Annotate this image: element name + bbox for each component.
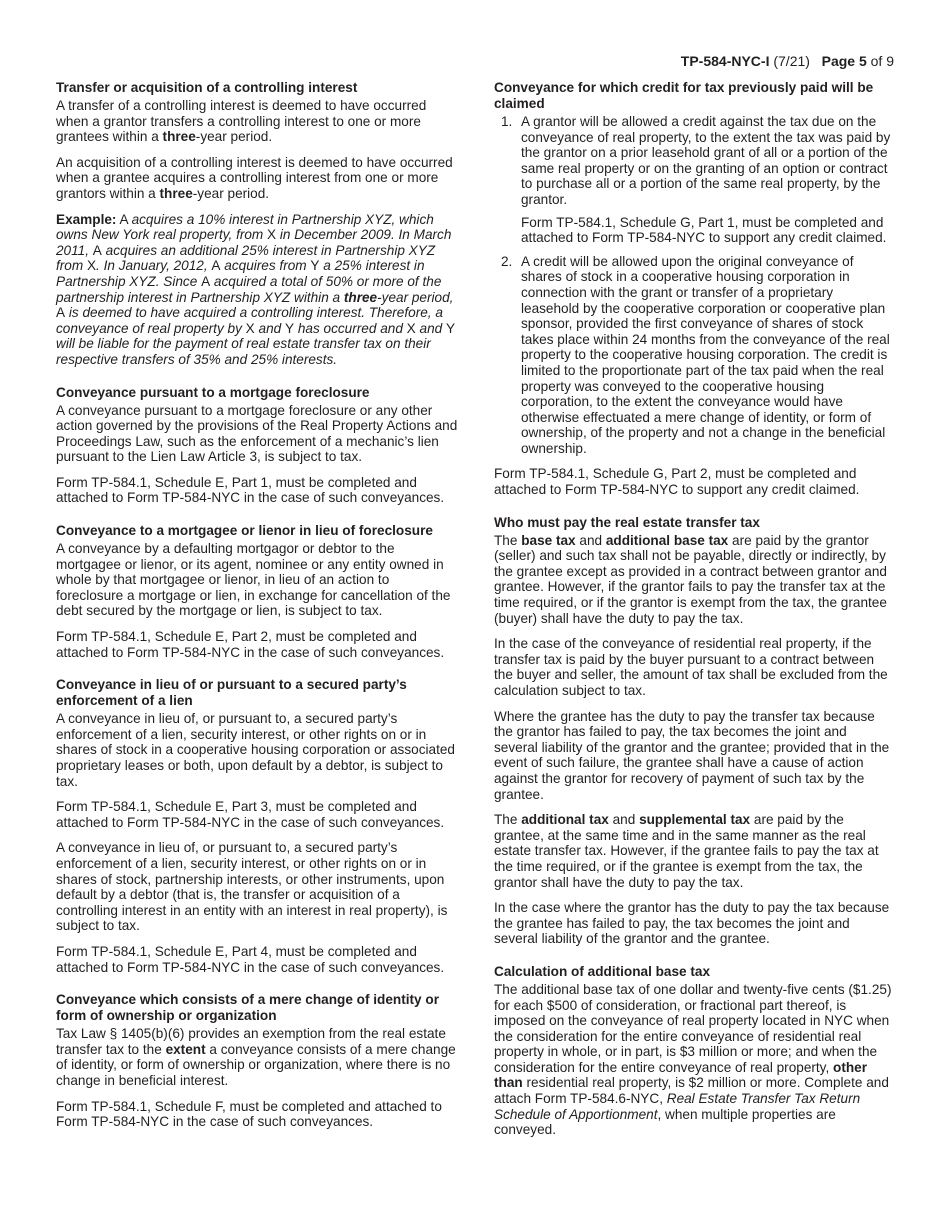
list-number: 1. [501,114,513,129]
paragraph: A grantor will be allowed a credit against the tax due on the conveyance of real property, to the extent the tax was paid by the grantor on a prior leasehold grant of all or a portion of the same real property or on the granting of an option or contract to purchase all or a portion of the same real property, by the grantor. [521,114,891,207]
list-item [494,114,894,246]
paragraph: A conveyance pursuant to a mortgage foreclosure or any other action governed by the provisions of the Real Property Actions and Proceedings Law, such as the enforcement of a mechanic’s lien pursuant to the Lien Law Article 3, is subject to tax. [56,402,458,465]
section-title: Conveyance for which credit for tax previously paid will be claimed [494,80,874,111]
right-column [494,80,894,1148]
paragraph: The base tax and additional base tax are paid by the grantor (seller) and such tax shall not be payable, directly or indirectly, by the grantee except as provided in a contract between grantor and grantee. However, if the grantor fails to pay the transfer tax at the time required, or if the grantor is exempt from the tax, the grantee (buyer) shall have the duty to pay the tax. [494,532,887,626]
page-label: Page 5 [821,53,867,69]
paragraph: The additional tax and supplemental tax are paid by the grantee, at the same time and in the same manner as the real estate transfer tax. However, if the grantee fails to pay the tax at the time required, or if the grantee is exempt from the tax, the grantor shall have the duty to pay the tax. [494,812,879,890]
paragraph: Form TP-584.1, Schedule G, Part 1, must be completed and attached to Form TP-584-NYC to support any credit claimed. [521,214,887,246]
paragraph: A conveyance by a defaulting mortgagor or debtor to the mortgagee or lienor, or its agent, nominee or any entity owned in whole by that mortgagee or lienor, in lieu of an action to foreclosure a mortgage or lien, in exchange for cancellation of the debt secured by the mortgage or lien, is subject to tax. [56,541,451,619]
form-id: TP-584-NYC-I [680,53,770,69]
numbered-list [494,114,894,456]
paragraph: A transfer of a controlling interest is deemed to have occurred when a grantor transfers a controlling interest to one or more grantees within a three-year period. [56,98,427,145]
section-title: Conveyance in lieu of or pursuant to a secured party’s enforcement of a lien [56,677,407,709]
paragraph: A conveyance in lieu of, or pursuant to, a secured party’s enforcement of a lien, security interest, or other rights on or in shares of stock, partnership interests, or other instruments, upon default by a debtor (that is, the transfer or acquisition of a controlling interest in an entity with an interest in real property), is subject to tax. [56,840,448,934]
paragraph: A conveyance in lieu of, or pursuant to, a secured party’s enforcement of a lien, security interest, or other rights on or in shares of stock in a cooperative housing corporation or associated proprietary leases or both, upon default by a debtor, is subject to tax. [56,711,455,789]
section-title: Transfer or acquisition of a controlling interest [56,80,358,95]
section-lieu-of-foreclosure [56,523,460,660]
page-of: of 9 [870,53,894,69]
paragraph: Form TP-584.1, Schedule E, Part 3, must be completed and attached to Form TP-584-NYC in the case of such conveyances. [56,799,445,830]
paragraph: Form TP-584.1, Schedule E, Part 2, must be completed and attached to Form TP-584-NYC in the case of such conveyances. [56,629,445,660]
section-title: Conveyance which consists of a mere change of identity or form of ownership or organization [56,992,439,1024]
section-controlling-interest [56,80,460,368]
left-column [56,80,460,1140]
paragraph: In the case of the conveyance of residential real property, if the transfer tax is paid by the buyer pursuant to a contract between the buyer and seller, the amount of tax shall be excluded from the calculation subject to tax. [494,636,888,698]
paragraph: The additional base tax of one dollar and twenty-five cents ($1.25) for each $500 of consideration, or fractional part thereof, is imposed on the conveyance of real property located in NYC when the consideration for the entire conveyance of residential real property in whole, or in part, is $3 million or more; and when the consideration for the entire conveyance of real property, other than residential real property, is $2 million or more. Complete and attach Form TP-584.6-NYC, Real Estate Transfer Tax Return Schedule of Apportionment, when multiple properties are conveyed. [494,981,892,1138]
section-mortgage-foreclosure [56,385,460,507]
list-number: 2. [501,253,513,269]
paragraph: Where the grantee has the duty to pay the transfer tax because the grantor has failed to pay, the tax becomes the joint and several liability of the grantor and the grantee; provided that in the event of such failure, the grantee shall have a cause of action against the grantor for recovery of payment of such tax by the grantee. [494,708,890,802]
page-header [681,53,894,69]
section-credit-previously-paid [494,80,894,498]
paragraph: Form TP-584.1, Schedule E, Part 4, must be completed and attached to Form TP-584-NYC in the case of such conveyances. [56,943,445,975]
section-title: Who must pay the real estate transfer tax [494,514,760,530]
list-item [494,254,894,457]
paragraph: An acquisition of a controlling interest is deemed to have occurred when a grantee acquires a controlling interest from one or more grantors within a three-year period. [56,154,453,201]
section-title: Conveyance to a mortgagee or lienor in lieu of foreclosure [56,523,433,539]
section-who-must-pay [494,515,894,947]
section-secured-party [56,677,460,975]
section-title: Calculation of additional base tax [494,963,711,979]
section-title: Conveyance pursuant to a mortgage foreclosure [56,384,370,400]
example-paragraph: Example: A acquires a 10% interest in Partnership XYZ, which owns New York real property, from X in December 2009. In March 2011, A acquires an additional 25% interest in Partnership XYZ from X. In January, 2012, A acquires from Y a 25% interest in Partnership XYZ. Since A acquired a total of 50% or more of the partnership interest in Partnership XYZ within a three-year period, A is deemed to have acquired a controlling interest. Therefore, a conveyance of real property by X and Y has occurred and X and Y will be liable for the payment of real estate transfer tax on their respective transfers of 35% and 25% interests. [56,211,456,367]
form-revision: (7/21) [773,53,810,69]
paragraph: A credit will be allowed upon the original conveyance of shares of stock in a cooperative housing corporation in connection with the grant or transfer of a proprietary leasehold by the cooperative corporation or cooperative plan sponsor, provided the first conveyance of shares of stock takes place within 24 months from the conveyance of the real property to the cooperative housing corporation. The credit is limited to the proportionate part of the tax paid when the real property was conveyed to the cooperative housing corporation, to the extent the conveyance would have otherwise effectuated a mere change of identity, or form of ownership, of the property and not a change in the beneficial ownership. [521,253,890,456]
section-additional-base-tax [494,964,894,1138]
paragraph: Form TP-584.1, Schedule E, Part 1, must be completed and attached to Form TP-584-NYC in the case of such conveyances. [56,474,445,506]
paragraph: Tax Law § 1405(b)(6) provides an exemption from the real estate transfer tax to the extent a conveyance consists of a mere change of identity, or form of ownership or organization, where there is no change in beneficial interest. [56,1026,456,1088]
paragraph: Form TP-584.1, Schedule G, Part 2, must be completed and attached to Form TP-584-NYC to support any credit claimed. [494,466,860,498]
paragraph: Form TP-584.1, Schedule F, must be completed and attached to Form TP-584-NYC in the case of such conveyances. [56,1098,442,1130]
paragraph: In the case where the grantor has the duty to pay the tax because the grantee has failed to pay, the tax becomes the joint and several liability of the grantor and the grantee. [494,900,890,947]
section-change-of-identity [56,992,460,1130]
